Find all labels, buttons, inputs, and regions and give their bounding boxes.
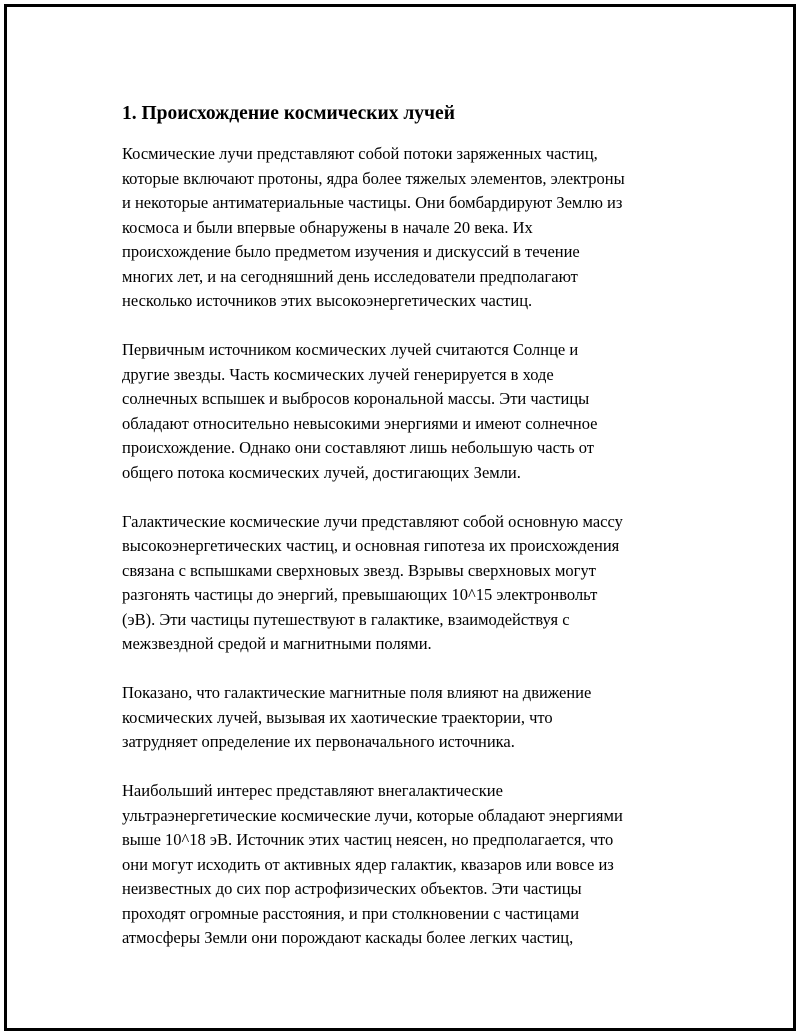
paragraph-line: другие звезды. Часть космических лучей генерируется в ходе [122,364,554,384]
paragraph-line: атмосферы Земли они порождают каскады более легких частиц, [122,928,574,947]
section-heading: 1. Происхождение космических лучей [122,103,455,124]
paragraph [122,681,702,755]
page-frame [4,4,796,1031]
paragraph-line: происхождение. Однако они составляют лишь небольшую часть от [122,438,595,457]
paragraph-line: проходят огромные расстояния, и при столкновении с частицами [122,903,580,923]
paragraph-line: Первичным источником космических лучей считаются Солнце и [122,340,579,359]
paragraph [122,338,702,485]
paragraph-line: ультраэнергетические космические лучи, которые обладают энергиями [122,805,623,825]
paragraph-line: межзвездной средой и магнитными полями. [122,634,432,653]
paragraph-line: солнечных вспышек и выбросов корональной массы. Эти частицы [122,389,590,408]
paragraph [122,510,702,657]
paragraph-line: космоса и были впервые обнаружены в начале 20 века. Их [122,217,533,237]
paragraph [122,142,702,314]
paragraph-line: Галактические космические лучи представляют собой основную массу [122,511,623,531]
paragraph-line: неизвестных до сих пор астрофизических объектов. Эти частицы [122,879,582,898]
paragraph-line: которые включают протоны, ядра более тяжелых элементов, электроны [122,168,625,188]
paragraph-line: Наибольший интерес представляют внегалактические [122,781,503,800]
paragraph-line: связана с вспышками сверхновых звезд. Взрывы сверхновых могут [122,560,596,580]
paragraph [122,779,702,951]
paragraphs-container [122,142,702,951]
document-body [122,100,702,975]
paragraph-line: несколько источников этих высокоэнергетических частиц. [122,291,533,310]
paragraph-line: обладают относительно невысокими энергиями и имеют солнечное [122,413,598,433]
paragraph-line: происхождение было предметом изучения и дискуссий в течение [122,242,580,261]
paragraph-line: Показано, что галактические магнитные поля влияют на движение [122,683,592,702]
paragraph-line: (эВ). Эти частицы путешествуют в галактике, взаимодействуя с [122,609,570,629]
paragraph-line: космических лучей, вызывая их хаотические траектории, что [122,707,553,727]
paragraph-line: они могут исходить от активных ядер галактик, квазаров или вовсе из [122,854,614,874]
paragraph-line: выше 10^18 эВ. Источник этих частиц неясен, но предполагается, что [122,830,614,849]
paragraph-line: высокоэнергетических частиц, и основная гипотеза их происхождения [122,536,620,555]
paragraph-line: многих лет, и на сегодняшний день исследователи предполагают [122,266,578,286]
paragraph-line: и некоторые антиматериальные частицы. Они бомбардируют Землю из [122,193,623,212]
paragraph-line: разгонять частицы до энергий, превышающих 10^15 электронвольт [122,585,598,604]
paragraph-line: Космические лучи представляют собой потоки заряженных частиц, [122,144,598,163]
paragraph-line: общего потока космических лучей, достигающих Земли. [122,462,521,482]
paragraph-line: затрудняет определение их первоначального источника. [122,732,515,751]
